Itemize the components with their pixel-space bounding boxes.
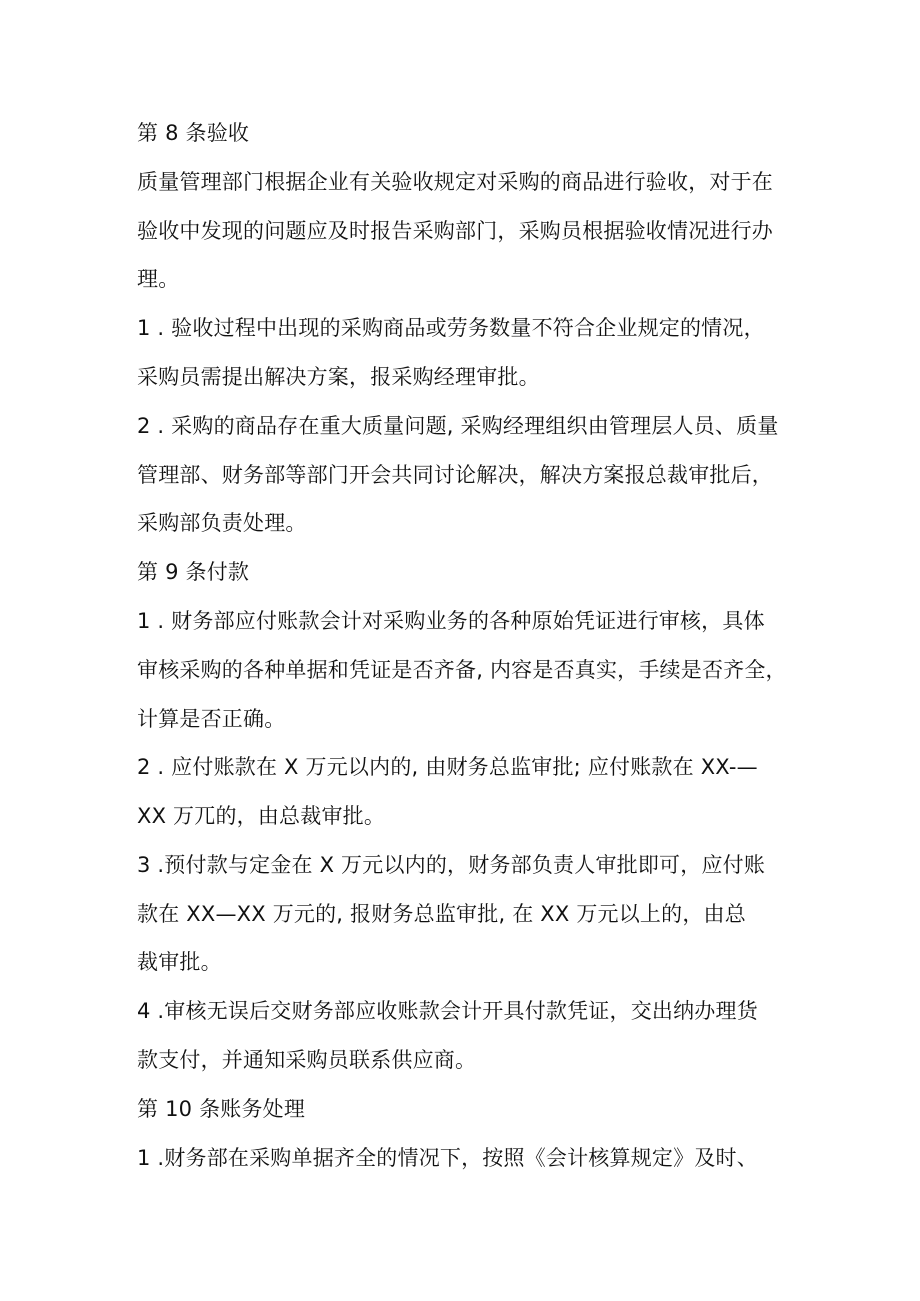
list-item-line: 3 .预付款与定金在 X 万元以内的，财务部负责人审批即可，应付账 <box>137 853 766 877</box>
paragraph-line: 质量管理部门根据企业有关验收规定对采购的商品进行验收，对于在 <box>137 170 773 194</box>
list-item-line: 裁审批。 <box>137 950 222 974</box>
list-item-line: 1 . 财务部应付账款会计对采购业务的各种原始凭证进行审核，具体 <box>137 609 765 633</box>
paragraph-line: 验收中发现的问题应及时报告采购部门，采购员根据验收情况进行办 <box>137 219 773 243</box>
article-8-heading: 第 8 条验收 <box>137 121 250 145</box>
list-item-line: 4 .审核无误后交财务部应收账款会计开具付款凭证，交出纳办理货 <box>137 999 758 1023</box>
list-item-line: XX 万兀的，由总裁审批。 <box>137 804 386 828</box>
list-item-line: 审核采购的各种单据和凭证是否齐备, 内容是否真实，手续是否齐全， <box>137 658 787 682</box>
list-item-line: 2 . 采购的商品存在重大质量问题, 采购经理组织由管理层人员、质量 <box>137 414 779 438</box>
list-item-line: 款在 XX—XX 万元的, 报财务总监审批, 在 XX 万元以上的，由总 <box>137 902 746 926</box>
article-10-heading: 第 10 条账务处理 <box>137 1097 306 1121</box>
list-item-line: 款支付，并通知采购员联系供应商。 <box>137 1048 477 1072</box>
list-item-line: 采购部负责处理。 <box>137 511 307 535</box>
list-item-line: 1 .财务部在采购单据齐全的情况下，按照《会计核算规定》及时、 <box>137 1146 758 1170</box>
list-item-line: 采购员需提出解决方案，报采购经理审批。 <box>137 365 540 389</box>
list-item-line: 管理部、财务部等部门开会共同讨论解决，解决方案报总裁审批后， <box>137 463 773 487</box>
list-item-line: 计算是否正确。 <box>137 707 286 731</box>
list-item-line: 2 . 应付账款在 X 万元以内的, 由财务总监审批; 应付账款在 XX-— <box>137 755 758 779</box>
paragraph-line: 理。 <box>137 267 180 291</box>
article-9-heading: 第 9 条付款 <box>137 560 250 584</box>
list-item-line: 1 . 验收过程中出现的采购商品或劳务数量不符合企业规定的情况， <box>137 316 765 340</box>
